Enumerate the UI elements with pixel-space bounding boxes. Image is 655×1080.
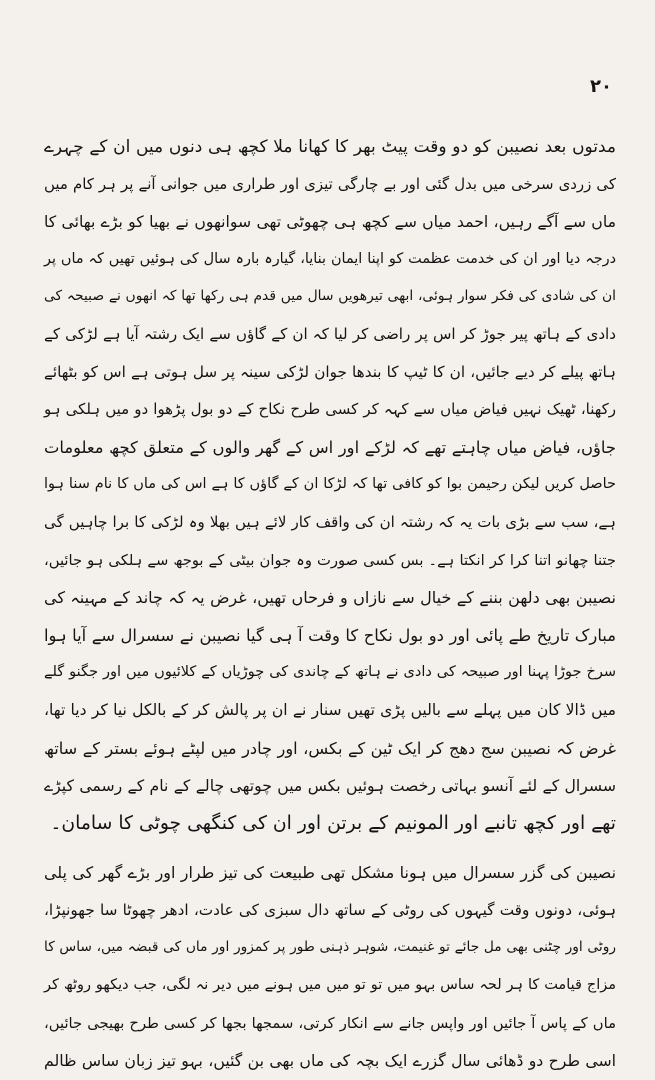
text-line: حاصل کریں لیکن رحیمن بوا کو کافی تھا کہ لڑکا ان کے گاؤں کا ہے اس کی ماں کا نام سنا ہوا — [44, 476, 616, 493]
body-text — [44, 128, 616, 1080]
text-line: ہاتھ پیلے کر دیے جائیں، ان کا ٹیپ کا بندھا جوان لڑکی سینہ پر سل ہوتی ہے اس کو بٹھائے — [44, 362, 616, 381]
text-line: سسرال کے لئے آنسو بہاتی رخصت ہوئیں بکس میں چوتھی چالے کے نام کے رسمی کپڑے — [44, 776, 616, 796]
text-line: تھے اور کچھ تانبے اور المونیم کے برتن اور ان کی کنگھی چوٹی کا سامان۔ — [50, 812, 616, 834]
paragraph-1 — [44, 128, 616, 842]
page-number: ۲۰ — [590, 76, 612, 97]
text-line: نصیبن کی گزر سسرال میں ہونا مشکل تھی طبیعت کی تیز طرار اور بڑے گھر کی پلی — [44, 863, 616, 883]
text-line: ماں سے آگے رہیں، احمد میاں سے کچھ ہی چھوٹی تھی سوانھوں نے بھیا کو بڑے بھائی کا — [44, 212, 616, 232]
text-line: مدتوں بعد نصیبن کو دو وقت پیٹ بھر کا کھانا ملا کچھ ہی دنوں میں ان کے چہرے — [44, 136, 616, 156]
text-line: مبارک تاریخ طے پائی اور دو بول نکاح کا وقت آ ہی گیا نصیبن نے سسرال سے آیا ہوا — [44, 625, 616, 645]
text-line: ہے، سب سے بڑی بات یہ کہ رشتہ ان کی واقف کار لائے ہیں بھلا وہ لڑکی کا برا چاہیں گی — [44, 512, 616, 531]
text-line: اسی طرح دو ڈھائی سال گزرے ایک بچہ کی ماں بھی بن گئیں، بہو تیز زبان ساس ظالم — [44, 1051, 616, 1071]
text-line: نصیبن بھی دلھن بننے کے خیال سے نازاں و فرحاں تھیں، غرض یہ کہ چاند کے مہینہ کی — [44, 588, 616, 608]
text-line: سرخ جوڑا پہنا اور صبیحہ کی دادی نے ہاتھ کے چاندی کی چوڑیاں کے کلائیوں میں اور جگنو گلے — [44, 664, 616, 681]
text-line: جاؤں، فیاض میاں چاہتے تھے کہ لڑکے اور اس کے گھر والوں کے متعلق کچھ معلومات — [44, 437, 616, 457]
paragraph-gap — [44, 842, 616, 854]
text-line: غرض کہ نصیبن سج دھج کر ایک ٹین کے بکس، اور چادر میں لپٹے ہوئے بستر کے ساتھ — [44, 738, 616, 758]
text-line: رکھنا، ٹھیک نہیں فیاض میاں سے کہہ کر کسی طرح نکاح کے دو بول پڑھوا دو میں ہلکی ہو — [44, 400, 616, 419]
text-line: کی زردی سرخی میں بدل گئی اور بے چارگی تیزی اور طراری میں جوانی آنے پر ہر کام میں — [44, 174, 616, 193]
text-line: ہوئی، دونوں وقت گیہوں کی روٹی کے ساتھ دال سبزی کی عادت، ادھر چھوٹا سا جھونپڑا، — [44, 900, 616, 919]
text-line: درجہ دیا اور ان کی خدمت عظمت کو اپنا ایمان بنایا، گیارہ بارہ سال کی ہوئیں تھیں کہ ماں پر — [44, 250, 616, 267]
text-line: جتنا چھانو اتنا کرا کر انکتا ہے۔ بس کسی صورت وہ جوان بیٹی کے بوجھ سے ہلکی ہو جائیں، — [44, 551, 616, 569]
text-line: ماں کے پاس آ جائیں اور واپس جانے سے انکار کرتی، سمجھا بجھا کر کسی طرح بھیجی جائیں، — [44, 1014, 616, 1032]
text-line: دادی کے ہاتھ پیر جوڑ کر اس پر راضی کر لیا کہ ان کے گاؤں سے ایک رشتہ آیا ہے لڑکی کے — [44, 324, 616, 343]
text-line: روٹی اور چٹنی بھی مل جائے تو غنیمت، شوہر ذہنی طور پر کمزور اور ماں کی قبضہ میں، ساس کا — [44, 939, 616, 956]
text-line: میں ڈالا کان میں پہلے سے بالیں پڑی تھیں سنار نے ان پر پالش کر کے بالکل نیا کر دیا تھا، — [44, 700, 616, 719]
text-line: مزاج قیامت کا ہر لحہ ساس بہو میں تو تو میں میں ہونے میں دیر نہ لگی، جب دیکھو روٹھ کر — [44, 977, 616, 994]
paragraph-2 — [44, 854, 616, 1080]
text-line: ان کی شادی کی فکر سوار ہوئی، ابھی تیرھویں سال میں قدم ہی رکھا تھا کہ انھوں نے صبیحہ کی — [44, 288, 616, 305]
